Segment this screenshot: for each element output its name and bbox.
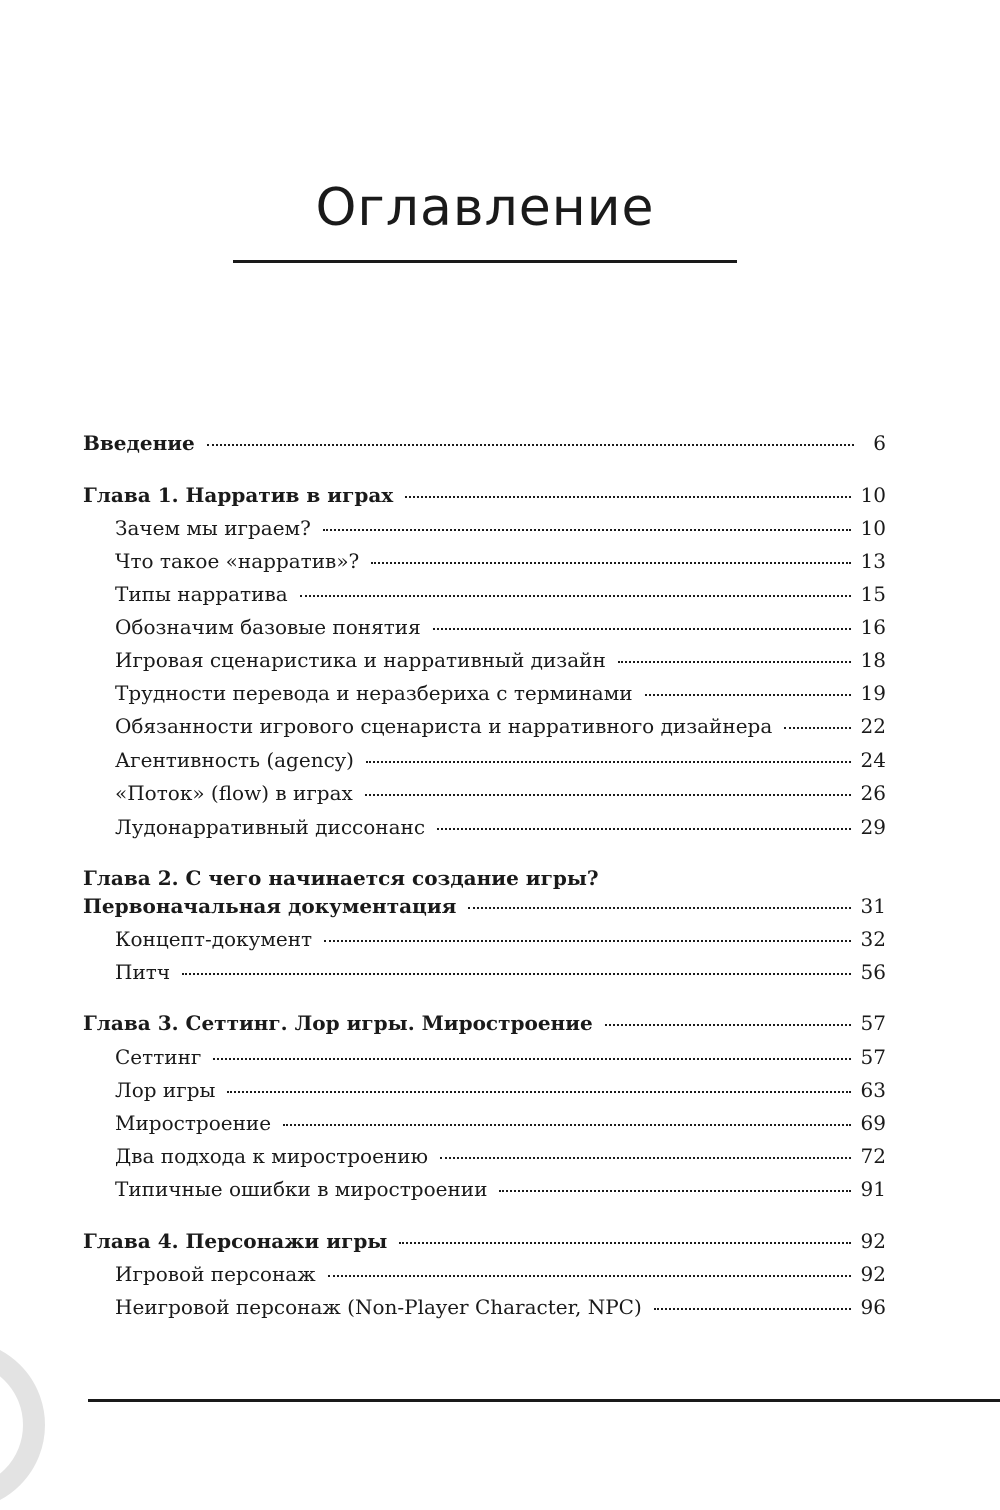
toc-entry-label: Агентивность (agency) — [115, 748, 354, 772]
toc-entry-label: Обязанности игрового сценариста и нарративного дизайнера — [115, 714, 773, 738]
toc-page-number: 72 — [860, 1144, 886, 1168]
toc-entry-section[interactable] — [115, 958, 886, 986]
dot-leader — [328, 1271, 851, 1277]
toc-page-number: 29 — [860, 815, 886, 839]
toc-entry-label: Неигровой персонаж (Non-Player Character, NPC) — [115, 1295, 642, 1319]
toc-entry-label: Зачем мы играем? — [115, 516, 311, 540]
toc-page-number: 10 — [860, 483, 886, 507]
dot-leader — [366, 757, 851, 763]
dot-leader — [645, 690, 851, 696]
toc-page-number: 57 — [860, 1011, 886, 1035]
dot-leader — [323, 525, 851, 531]
toc-entry-section[interactable] — [115, 925, 886, 953]
dot-leader — [433, 624, 851, 630]
dot-leader — [365, 790, 851, 796]
toc-entry-label: Введение — [83, 431, 195, 455]
dot-leader — [654, 1304, 851, 1310]
toc-page-number: 91 — [860, 1177, 886, 1201]
toc-page-number: 22 — [860, 714, 886, 738]
toc-entry-label: Концепт-документ — [115, 927, 313, 951]
dot-leader — [468, 903, 850, 909]
toc-entry-section[interactable] — [115, 679, 886, 707]
dot-leader — [207, 440, 854, 446]
dot-leader — [283, 1120, 850, 1126]
toc-entry-label: «Поток» (flow) в играх — [115, 781, 353, 805]
toc-entry-label: Два подхода к миростроению — [115, 1144, 429, 1168]
toc-entry-chapter-1[interactable] — [83, 481, 886, 509]
toc-entry-label: Глава 3. Сеттинг. Лор игры. Миростроение — [83, 1011, 593, 1035]
toc-entry-label: Питч — [115, 960, 171, 984]
toc-entry-label: Типичные ошибки в миростроении — [115, 1177, 488, 1201]
toc-entry-section[interactable] — [115, 613, 886, 641]
dot-leader — [784, 723, 850, 729]
toc-entry-section[interactable] — [115, 580, 886, 608]
toc-entry-section[interactable] — [115, 813, 886, 841]
toc-entry-label: Миростроение — [115, 1111, 272, 1135]
toc-entry-label: Игровой персонаж — [115, 1262, 316, 1286]
toc-page-number: 57 — [860, 1045, 886, 1069]
decorative-circle — [0, 1340, 45, 1510]
toc-entry-label: Сеттинг — [115, 1045, 202, 1069]
toc-page-number: 56 — [860, 960, 886, 984]
toc-entry-intro[interactable] — [83, 429, 886, 457]
toc-entry-label: Глава 4. Персонажи игры — [83, 1229, 388, 1253]
toc-entry-chapter-2[interactable] — [83, 892, 886, 920]
toc-entry-chapter-3[interactable] — [83, 1009, 886, 1037]
toc-entry-section[interactable] — [115, 547, 886, 575]
toc-page-number: 96 — [860, 1295, 886, 1319]
page-title: Оглавление — [315, 178, 655, 238]
toc-entry-section[interactable] — [115, 1175, 886, 1203]
toc-entry-section[interactable] — [115, 1043, 886, 1071]
toc-entry-label: Трудности перевода и неразбериха с терминами — [115, 681, 633, 705]
toc-page-number: 13 — [860, 549, 886, 573]
toc-page-number: 92 — [860, 1229, 886, 1253]
dot-leader — [440, 1153, 851, 1159]
toc-page-number: 18 — [860, 648, 886, 672]
toc-entry-section[interactable] — [115, 1109, 886, 1137]
toc-entry-label: Первоначальная документация — [83, 894, 457, 918]
toc-page-number: 26 — [860, 781, 886, 805]
toc-page-number: 69 — [860, 1111, 886, 1135]
toc-page-number: 24 — [860, 748, 886, 772]
toc-entry-label: Что такое «нарратив»? — [115, 549, 360, 573]
toc-page-number: 63 — [860, 1078, 886, 1102]
toc-page-number: 6 — [873, 431, 886, 455]
toc-entry-section[interactable] — [115, 1142, 886, 1170]
toc-page-number: 16 — [860, 615, 886, 639]
toc-page-number: 92 — [860, 1262, 886, 1286]
toc-entry-label: Обозначим базовые понятия — [115, 615, 421, 639]
dot-leader — [182, 969, 850, 975]
toc-page-number: 32 — [860, 927, 886, 951]
title-underline — [233, 260, 737, 263]
dot-leader — [227, 1087, 850, 1093]
toc-entry-section[interactable] — [115, 712, 886, 740]
toc-entry-label: Лудонарративный диссонанс — [115, 815, 426, 839]
toc-entry-chapter-4[interactable] — [83, 1227, 886, 1255]
toc-entry-section[interactable] — [115, 779, 886, 807]
dot-leader — [499, 1186, 850, 1192]
toc-page-number: 15 — [860, 582, 886, 606]
toc-page-number: 19 — [860, 681, 886, 705]
toc-entry-section[interactable] — [115, 646, 886, 674]
toc-entry-label: Лор игры — [115, 1078, 216, 1102]
dot-leader — [618, 657, 851, 663]
toc-entry-label: Игровая сценаристика и нарративный дизайн — [115, 648, 606, 672]
toc-page-number: 31 — [860, 894, 886, 918]
toc-entry-section[interactable] — [115, 746, 886, 774]
dot-leader — [437, 824, 850, 830]
toc-entry-section[interactable] — [115, 1293, 886, 1321]
toc-page-number: 10 — [860, 516, 886, 540]
dot-leader — [324, 936, 850, 942]
toc-chapter-2-title-line1[interactable]: Глава 2. С чего начинается создание игры? — [83, 866, 599, 890]
footer-rule — [88, 1399, 1000, 1402]
toc-entry-label: Глава 1. Нарратив в играх — [83, 483, 394, 507]
toc-entry-section[interactable] — [115, 514, 886, 542]
dot-leader — [371, 558, 850, 564]
toc-entry-section[interactable] — [115, 1260, 886, 1288]
toc-entry-label: Типы нарратива — [115, 582, 288, 606]
dot-leader — [405, 492, 850, 498]
dot-leader — [399, 1238, 850, 1244]
toc-entry-section[interactable] — [115, 1076, 886, 1104]
dot-leader — [605, 1020, 851, 1026]
dot-leader — [300, 591, 851, 597]
dot-leader — [213, 1054, 850, 1060]
